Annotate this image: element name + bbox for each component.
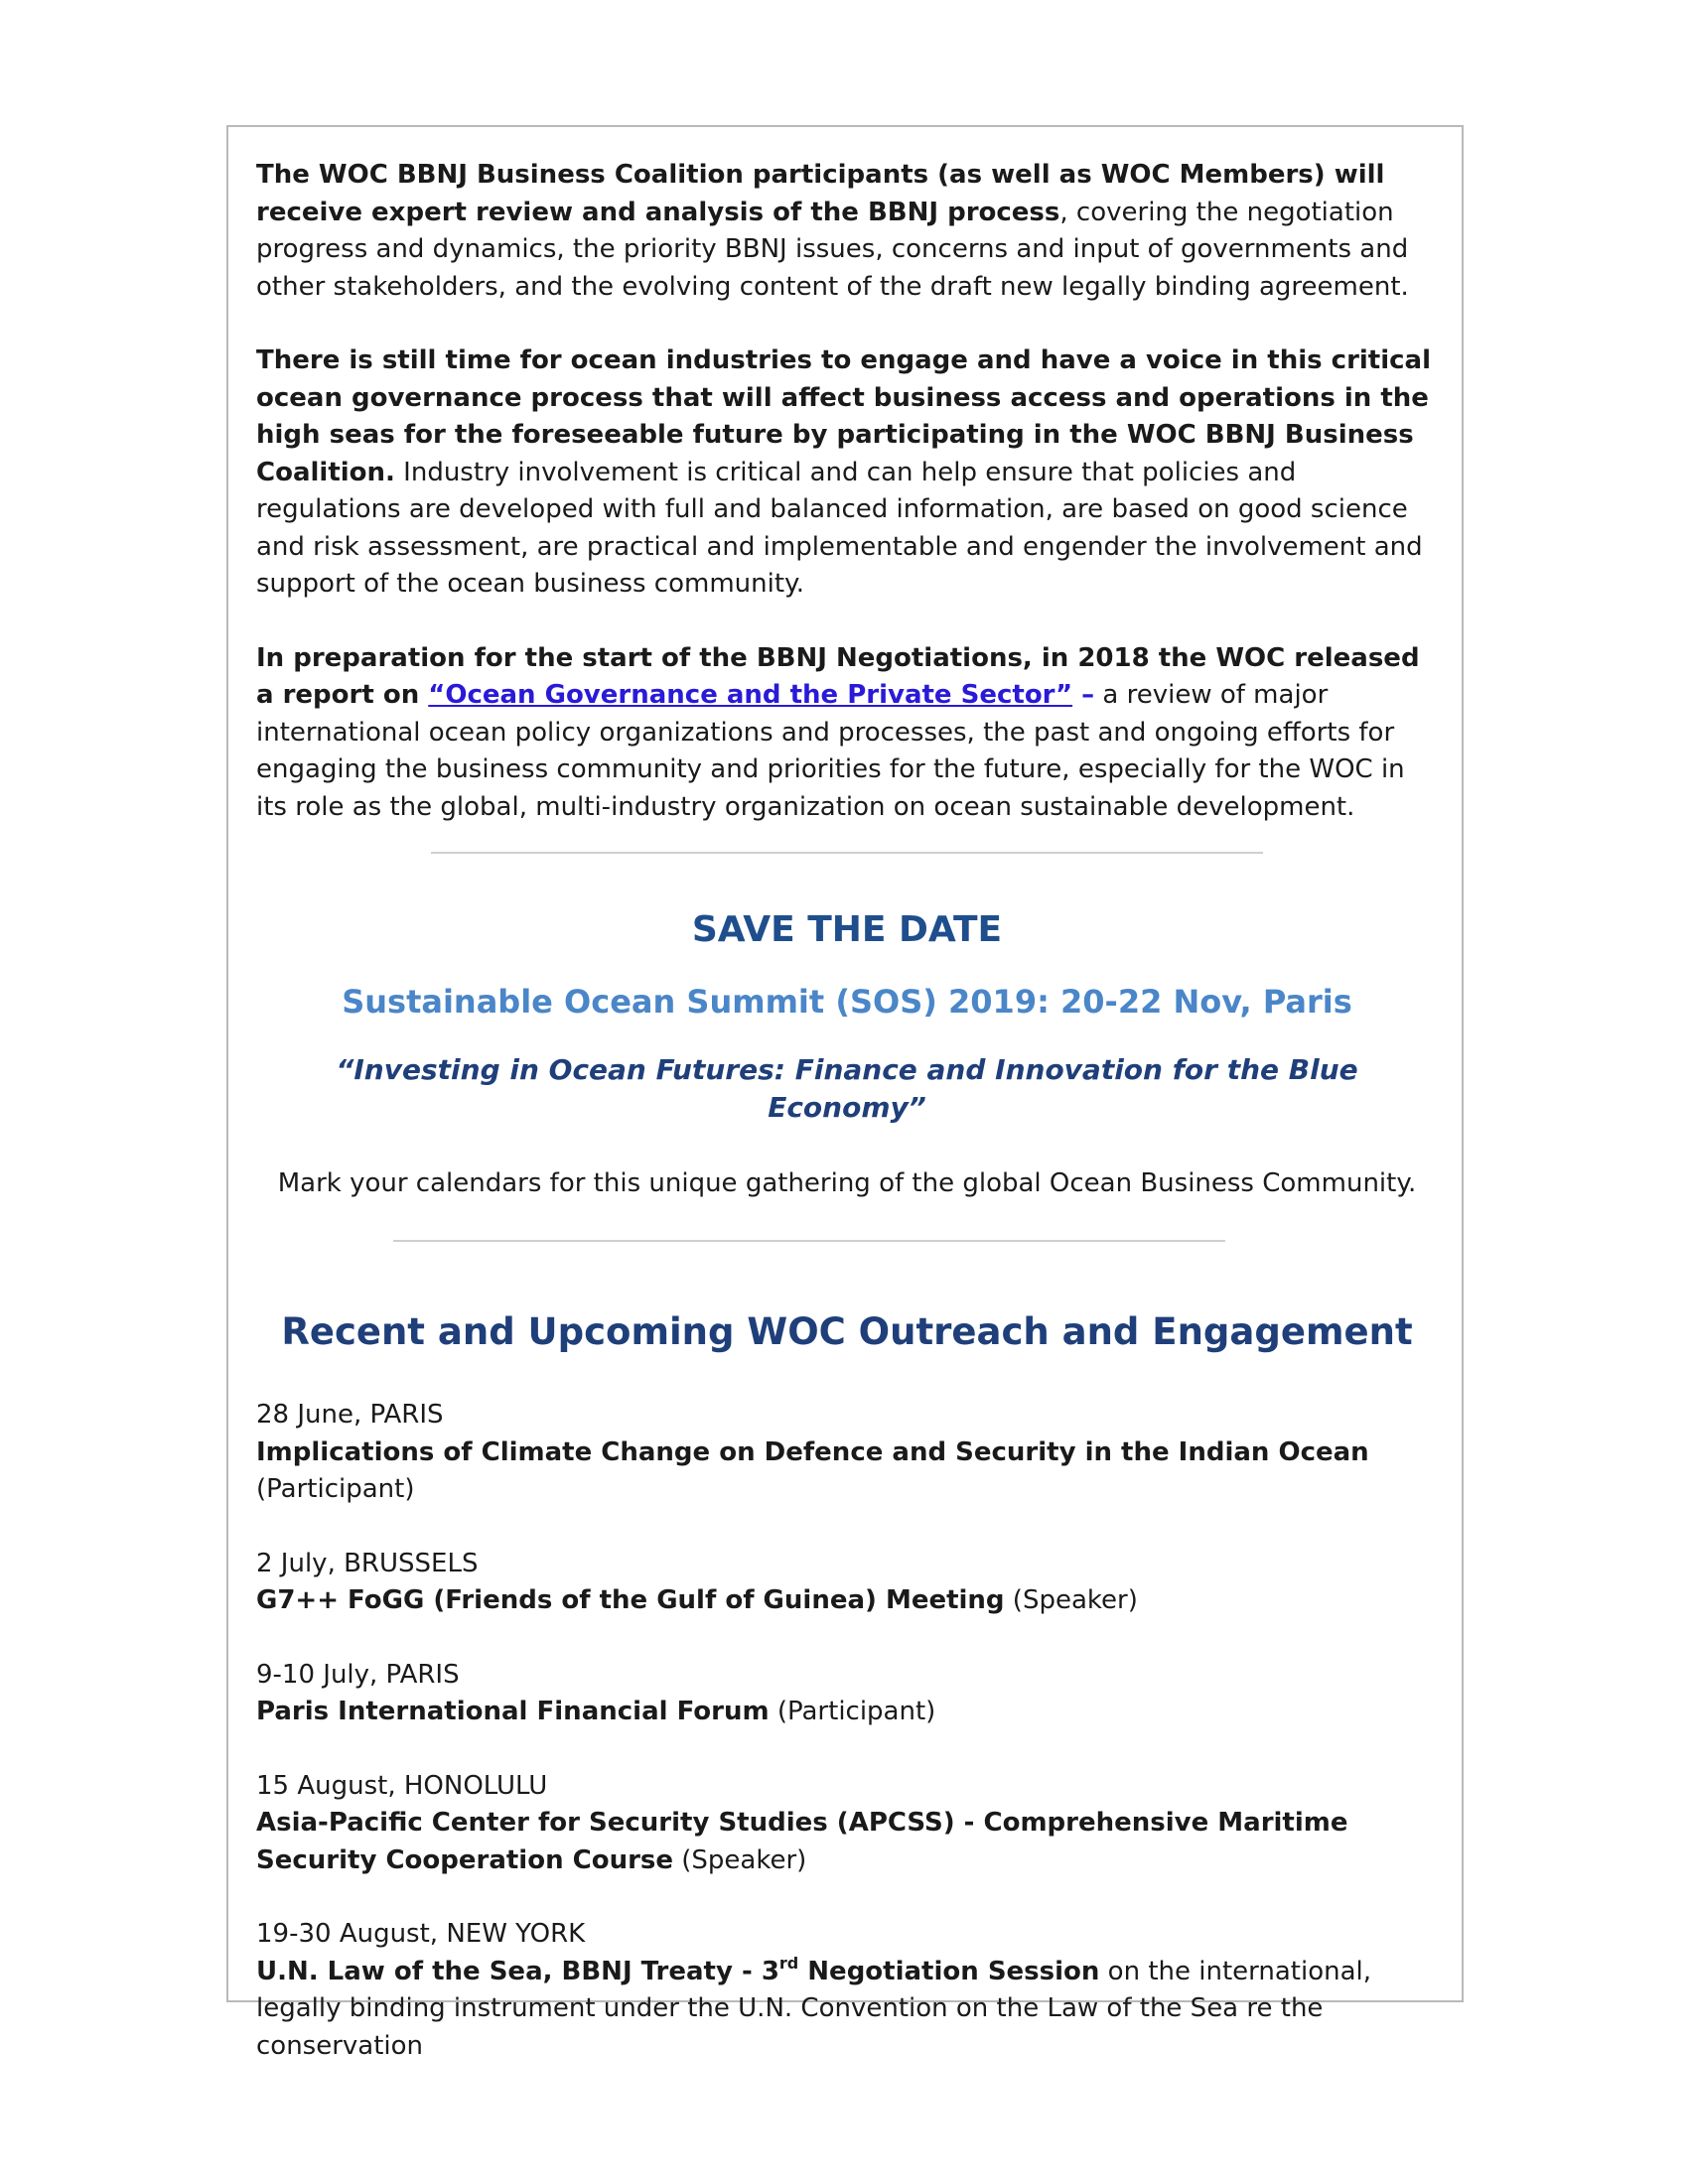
list-item: [256, 1916, 1438, 2065]
newsletter-content: [256, 157, 1438, 2102]
event-name: Paris International Financial Forum: [256, 1697, 770, 1726]
summit-tagline: “Investing in Ocean Futures: Finance and Innovation for the Blue Economy”: [336, 1053, 1358, 1124]
event-role: (Participant): [256, 1474, 415, 1504]
event-date: 19-30 August, NEW YORK: [256, 1919, 586, 1949]
coalition-review-bold: The WOC BBNJ Business Coalition participants (as well as WOC Members) will receive expert review and analysis of the BBNJ process: [256, 160, 1385, 227]
ordinal-suffix: rd: [778, 1953, 799, 1973]
list-item: [256, 1546, 1438, 1620]
summit-heading: Sustainable Ocean Summit (SOS) 2019: 20-22 Nov, Paris: [342, 983, 1352, 1021]
event-date: 15 August, HONOLULU: [256, 1770, 548, 1801]
list-item: [256, 1657, 1438, 1731]
list-item: [256, 1397, 1438, 1509]
event-role: on the international, legally binding instrument under the U.N. Convention on the Law of the Sea re the conservation: [256, 1956, 1372, 2061]
event-name-part: U.N. Law of the Sea, BBNJ Treaty - 3: [256, 1956, 779, 1986]
report-bold: In preparation for the start of the BBNJ Negotiations, in 2018 the WOC released a report on: [256, 642, 1420, 710]
event-role: (Participant): [769, 1697, 936, 1726]
event-name: Implications of Climate Change on Defence and Security in the Indian Ocean: [256, 1436, 1369, 1467]
engage-bold: There is still time for ocean industries to engage and have a voice in this critical ocean governance process that will affect business access and operations in the high seas for the foreseeable future by participating in the WOC BBNJ Business Coalition.: [256, 345, 1432, 487]
engage-text: Industry involvement is critical and can help ensure that policies and regulations are developed with full and balanced information, are based on good science and risk assessment, are practical and implementable and engender the involvement and support of the ocean business community.: [256, 457, 1423, 599]
coalition-review-paragraph: [256, 157, 1438, 306]
outreach-title: Recent and Upcoming WOC Outreach and Engagement: [281, 1310, 1413, 1353]
list-item: [256, 1768, 1438, 1880]
calendar-note: Mark your calendars for this unique gathering of the global Ocean Business Community.: [277, 1168, 1417, 1198]
divider: [393, 1240, 1225, 1242]
event-name: [256, 1953, 1100, 1986]
report-link[interactable]: “Ocean Governance and the Private Sector”: [428, 680, 1073, 710]
engage-paragraph: [256, 342, 1438, 604]
report-dash: –: [1072, 680, 1095, 710]
event-date: 9-10 July, PARIS: [256, 1659, 460, 1690]
event-role: (Speaker): [673, 1844, 807, 1875]
coalition-review-text: , covering the negotiation progress and dynamics, the priority BBNJ issues, concerns and input of governments and other stakeholders, and the evolving content of the draft new legally binding agreement.: [256, 197, 1409, 302]
event-name: Asia-Pacific Center for Security Studies (APCSS) - Comprehensive Maritime Security Cooperation Course: [256, 1808, 1348, 1875]
report-text: a review of major international ocean policy organizations and processes, the past and ongoing efforts for engaging the business community and priorities for the future, especially for the WOC in its role as the global, multi-industry organization on ocean sustainable development.: [256, 680, 1405, 822]
event-list: [256, 1397, 1438, 2065]
divider: [431, 852, 1263, 854]
event-name: G7++ FoGG (Friends of the Gulf of Guinea) Meeting: [256, 1585, 1005, 1615]
event-date: 2 July, BRUSSELS: [256, 1548, 479, 1578]
event-role: (Speaker): [1004, 1585, 1138, 1615]
event-name-part: Negotiation Session: [798, 1956, 1100, 1986]
report-paragraph: [256, 640, 1438, 827]
event-date: 28 June, PARIS: [256, 1400, 444, 1430]
save-the-date-title: SAVE THE DATE: [691, 909, 1003, 950]
